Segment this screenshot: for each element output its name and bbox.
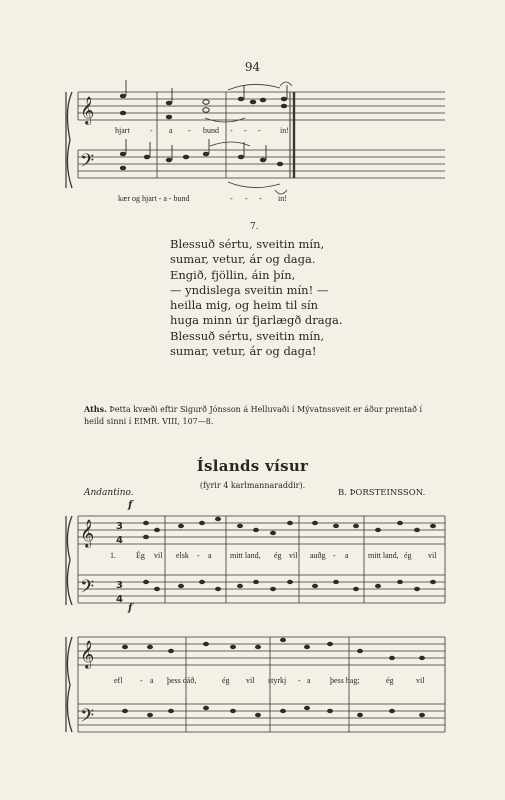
lyric-lower-1: -	[230, 194, 233, 203]
bass-clef-icon: 𝄢	[80, 151, 95, 176]
verse-line: Engið, fjöllin, áin þín,	[170, 267, 296, 282]
song-lyric-1: mitt land,	[368, 551, 399, 560]
time-signature-top: 3	[116, 521, 123, 532]
song-lyric-1: vil	[154, 551, 163, 560]
song-title: Íslands vísur	[196, 457, 309, 475]
song-lyric-1: mitt land,	[230, 551, 261, 560]
treble-clef-icon: 𝄞	[80, 96, 95, 124]
song-lyric-1: vil	[428, 551, 437, 560]
lyric-upper-7: -	[258, 126, 261, 135]
dynamic-forte-upper: f	[128, 500, 133, 511]
tempo-marking: Andantino.	[84, 488, 134, 498]
lyric-lower-3: -	[259, 194, 262, 203]
composer-name: B. ÞORSTEINSSON.	[338, 488, 426, 498]
lyric-upper-8: in!	[280, 126, 289, 135]
lyric-upper-2: a	[169, 126, 173, 135]
song-lyric-1: ég	[404, 551, 412, 560]
verse-line: — yndislega sveitin mín! —	[170, 282, 329, 297]
song-lyric-1: a	[345, 551, 349, 560]
verse-line: sumar, vetur, ár og daga!	[170, 344, 317, 359]
song-lyric-1: -	[333, 551, 336, 560]
song-lyric-2: -	[140, 676, 143, 685]
song-lyric-2: efl	[114, 676, 123, 685]
song-lyric-1: vil	[289, 551, 298, 560]
top-system	[66, 82, 445, 194]
top-treble-staff	[78, 92, 445, 120]
song-lyric-2: -	[298, 676, 301, 685]
time-signature-bottom: 4	[116, 594, 123, 605]
treble-clef-icon: 𝄞	[80, 640, 95, 668]
lyric-upper-4: bund	[203, 126, 219, 135]
song-lyric-2: styrkj	[268, 676, 287, 685]
song-lyric-1: elsk	[176, 551, 189, 560]
song-lyric-1: ég	[274, 551, 282, 560]
song-lyric-2: þess dáð,	[167, 676, 197, 685]
song-lyric-2: vil	[246, 676, 255, 685]
time-signature-bottom: 4	[116, 535, 123, 546]
verse-line: Blessuð sértu, sveitin mín,	[170, 328, 325, 343]
lyric-lower-2: -	[245, 194, 248, 203]
lyric-upper-5: -	[230, 126, 233, 135]
dynamic-forte-lower: f	[128, 603, 133, 614]
song-lyric-2: þess hag;	[330, 676, 360, 685]
page-number: 94	[244, 60, 261, 74]
song-lyric-1: auðg	[310, 551, 326, 560]
song-lyric-2: ég	[386, 676, 394, 685]
verse-line: heilla mig, og heim til sín	[170, 298, 319, 313]
lyric-upper-6: -	[244, 126, 247, 135]
lyric-upper-1: -	[150, 126, 153, 135]
footnote-label: Aths.	[84, 404, 107, 414]
verse-line: sumar, vetur, ár og daga.	[170, 252, 316, 267]
verse-text	[170, 237, 343, 359]
song-subtitle: (fyrir 4 karlmannaraddir).	[199, 481, 306, 490]
song-lyric-1: Ég	[136, 551, 145, 560]
bass-clef-icon: 𝄢	[80, 577, 95, 602]
treble-clef-icon: 𝄞	[80, 519, 95, 547]
top-bass-staff	[78, 150, 445, 178]
verse-line: huga minn úr fjarlægð draga.	[170, 313, 343, 328]
bass-clef-icon: 𝄢	[80, 706, 95, 731]
song-lyric-2: a	[150, 676, 154, 685]
lyric-lower-0: kær og hjart - a - bund	[118, 194, 190, 203]
song-lyric-2: ég	[222, 676, 230, 685]
lyric-upper-3: -	[188, 126, 191, 135]
verse-line: Blessuð sértu, sveitin mín,	[170, 237, 325, 251]
song-lyric-2: a	[307, 676, 311, 685]
song-lyric-1: a	[208, 551, 212, 560]
footnote-text: Þetta kvæði eftir Sigurð Jónsson á Helluvaði í Mývatnssveit er áður prentað í heild sinni í EIMR. VIII, 107—8.	[84, 405, 423, 426]
song-lyric-2: vil	[416, 676, 425, 685]
lyric-lower-4: in!	[278, 194, 287, 203]
song-lyric-1: 1.	[110, 551, 116, 560]
lyric-upper-0: hjart	[115, 126, 130, 135]
footnote	[84, 403, 429, 428]
verse-number: 7.	[250, 222, 259, 232]
time-signature-bottom: 3	[116, 580, 123, 591]
song-lyric-1: -	[197, 551, 200, 560]
